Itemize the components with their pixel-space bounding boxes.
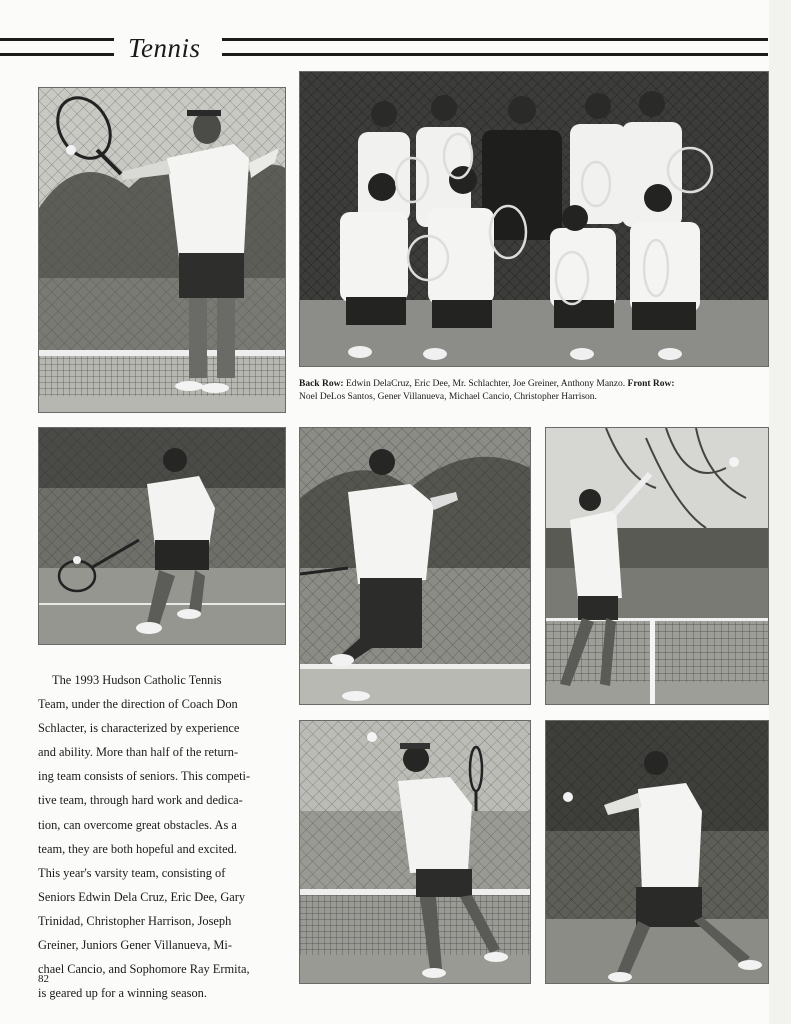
story-line: Trinidad, Christopher Harrison, Joseph (38, 913, 232, 928)
team-caption (299, 378, 769, 404)
story-line: This year's varsity team, consisting of (38, 865, 226, 880)
header-rule-right-top (222, 38, 768, 41)
photo-player-low-forehand (38, 427, 286, 645)
photo-player-forehand (38, 87, 286, 413)
story-text (38, 668, 284, 1005)
story-line: Team, under the direction of Coach Don (38, 697, 238, 712)
story-line: Seniors Edwin Dela Cruz, Eric Dee, Gary (38, 889, 246, 904)
header-rule-right-bottom (222, 53, 768, 56)
story-line: chael Cancio, and Sophomore Ray Ermita, (38, 962, 250, 977)
section-title: Tennis (128, 33, 201, 63)
story-line: Schlacter, is characterized by experience (38, 721, 240, 736)
photo-player-volley (299, 720, 531, 984)
caption-line-2: Noel DeLos Santos, Gener Villanueva, Michael Cancio, Christopher Harrison. (299, 392, 597, 402)
photo-player-center-forehand (299, 427, 531, 705)
story-line: Greiner, Juniors Gener Villanueva, Mi- (38, 938, 232, 953)
story-line: The 1993 Hudson Catholic Tennis (52, 673, 222, 687)
caption-line-1 (299, 378, 769, 391)
header-rule-left-bottom (0, 53, 114, 56)
back-row-label: Back Row: (299, 379, 344, 389)
story-line: tion, can overcome great obstacles. As a (38, 817, 237, 832)
back-row-names: Edwin DelaCruz, Eric Dee, Mr. Schlachter, Joe Greiner, Anthony Manzo. (345, 379, 626, 389)
story-line: ing team consists of seniors. This competi- (38, 769, 251, 784)
header-rule-left-top (0, 38, 114, 41)
photo-player-stretch (545, 720, 769, 984)
story-line: team, they are both hopeful and excited. (38, 841, 237, 856)
page-edge (769, 0, 791, 1024)
story-line: is geared up for a winning season. (38, 986, 207, 1001)
page-number: 82 (38, 973, 49, 985)
photo-player-overhead (545, 427, 769, 705)
front-row-label: Front Row: (627, 379, 675, 389)
story-line: and ability. More than half of the return- (38, 745, 239, 760)
photo-team-group (299, 71, 769, 367)
story-line: tive team, through hard work and dedica- (38, 793, 243, 808)
